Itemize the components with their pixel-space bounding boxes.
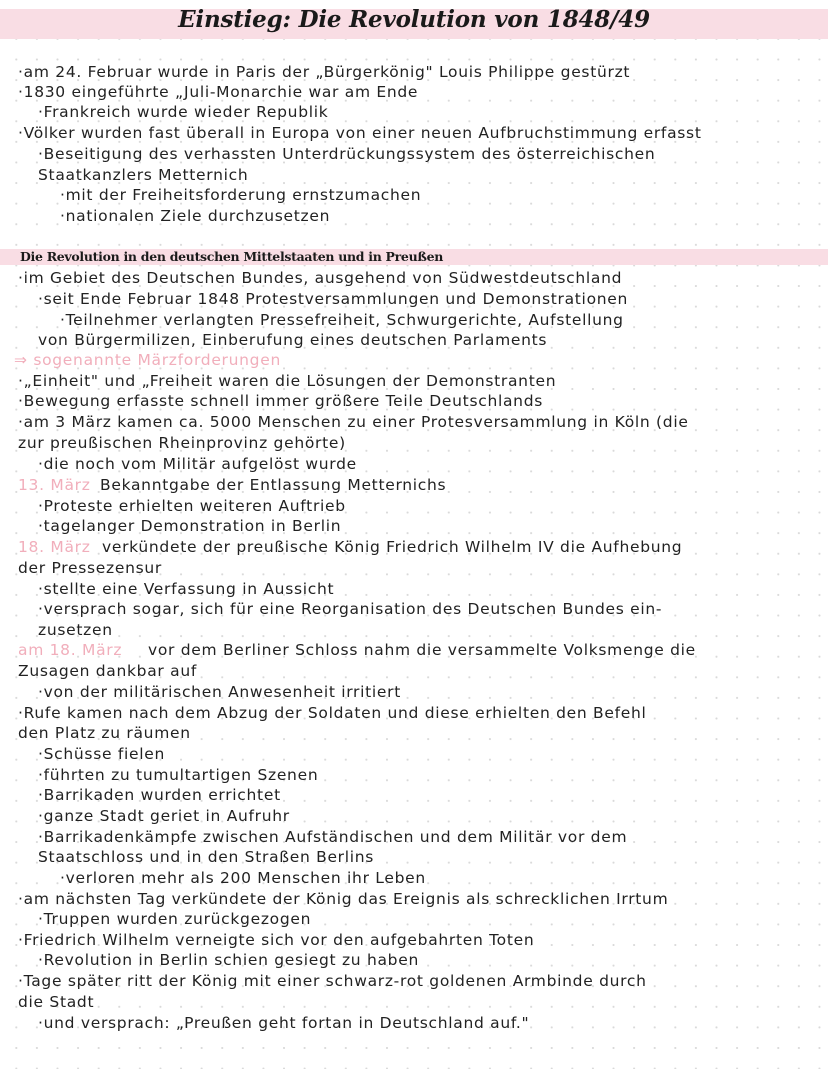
text-line: ·Beseitigung des verhassten Unterdrückungssystem des österreichischen [38, 145, 656, 163]
text-line: ·mit der Freiheitsforderung ernstzumachen [60, 186, 422, 204]
text-line: ·stellte eine Verfassung in Aussicht [38, 580, 335, 598]
text-line: ·Truppen wurden zurückgezogen [38, 910, 312, 928]
text-line: ·am 24. Februar wurde in Paris der „Bürgerkönig" Louis Philippe gestürzt [18, 63, 631, 81]
date-label: 18. März [18, 538, 91, 556]
text-line: von Bürgermilizen, Einberufung eines deutschen Parlaments [38, 331, 548, 349]
text-line: ·tagelanger Demonstration in Berlin [38, 517, 342, 535]
text-line: Bekanntgabe der Entlassung Metternichs [100, 476, 447, 494]
text-line: der Pressezensur [18, 559, 162, 577]
text-line: ·seit Ende Februar 1848 Protestversammlungen und Demonstrationen [38, 290, 629, 308]
date-label: am 18. März [18, 641, 123, 659]
text-line: ·Barrikaden wurden errichtet [38, 786, 281, 804]
text-line: Zusagen dankbar auf [18, 662, 197, 680]
text-line: ·Proteste erhielten weiteren Auftrieb [38, 497, 346, 515]
text-line: ·Teilnehmer verlangten Pressefreiheit, Schwurgerichte, Aufstellung [60, 311, 624, 329]
text-line: ·Schüsse fielen [38, 745, 166, 763]
text-line: ·„Einheit" und „Freiheit waren die Lösungen der Demonstranten [18, 372, 557, 390]
text-line: ·Frankreich wurde wieder Republik [38, 103, 329, 121]
text-line: ·Barrikadenkämpfe zwischen Aufständischen und dem Militär vor dem [38, 828, 628, 846]
text-line: ·im Gebiet des Deutschen Bundes, ausgehend von Südwestdeutschland [18, 269, 623, 287]
text-line: ·versprach sogar, sich für eine Reorganisation des Deutschen Bundes ein- [38, 600, 663, 618]
text-line: ·von der militärischen Anwesenheit irritiert [38, 683, 401, 701]
text-line: ·und versprach: „Preußen geht fortan in Deutschland auf." [38, 1014, 530, 1032]
text-line: Staatschloss und in den Straßen Berlins [38, 848, 375, 866]
text-line: ·am nächsten Tag verkündete der König das Ereignis als schrecklichen Irrtum [18, 890, 669, 908]
text-line: ·führten zu tumultartigen Szenen [38, 766, 319, 784]
section-title: Die Revolution in den deutschen Mittelstaaten und in Preußen [20, 249, 444, 264]
text-line: Staatkanzlers Metternich [38, 166, 249, 184]
page-title: Einstieg: Die Revolution von 1848/49 [178, 6, 650, 33]
text-line: ·ganze Stadt geriet in Aufruhr [38, 807, 290, 825]
text-line: zur preußischen Rheinprovinz gehörte) [18, 434, 346, 452]
text-line: die Stadt [18, 993, 95, 1011]
text-line: ·Revolution in Berlin schien gesiegt zu haben [38, 951, 419, 969]
text-line: ·Bewegung erfasste schnell immer größere Teile Deutschlands [18, 392, 544, 410]
text-line: ·verloren mehr als 200 Menschen ihr Leben [60, 869, 426, 887]
text-line: ·1830 eingeführte „Juli-Monarchie war am Ende [18, 83, 419, 101]
text-line: vor dem Berliner Schloss nahm die versammelte Volksmenge die [148, 641, 696, 659]
text-line: ·Rufe kamen nach dem Abzug der Soldaten und diese erhielten den Befehl [18, 704, 647, 722]
text-line: ·die noch vom Militär aufgelöst wurde [38, 455, 357, 473]
text-line: ·am 3 März kamen ca. 5000 Menschen zu einer Protesversammlung in Köln (die [18, 413, 689, 431]
text-line: ·nationalen Ziele durchzusetzen [60, 207, 331, 225]
text-line: ·Friedrich Wilhelm verneigte sich vor den aufgebahrten Toten [18, 931, 535, 949]
highlight-line: ⇒ sogenannte Märzforderungen [14, 351, 281, 369]
text-line: zusetzen [38, 621, 113, 639]
text-line: den Platz zu räumen [18, 724, 191, 742]
text-line: verkündete der preußische König Friedrich Wilhelm IV die Aufhebung [102, 538, 683, 556]
text-line: ·Tage später ritt der König mit einer schwarz-rot goldenen Armbinde durch [18, 972, 647, 990]
date-label: 13. März [18, 476, 91, 494]
text-line: ·Völker wurden fast überall in Europa von einer neuen Aufbruchstimmung erfasst [18, 124, 702, 142]
